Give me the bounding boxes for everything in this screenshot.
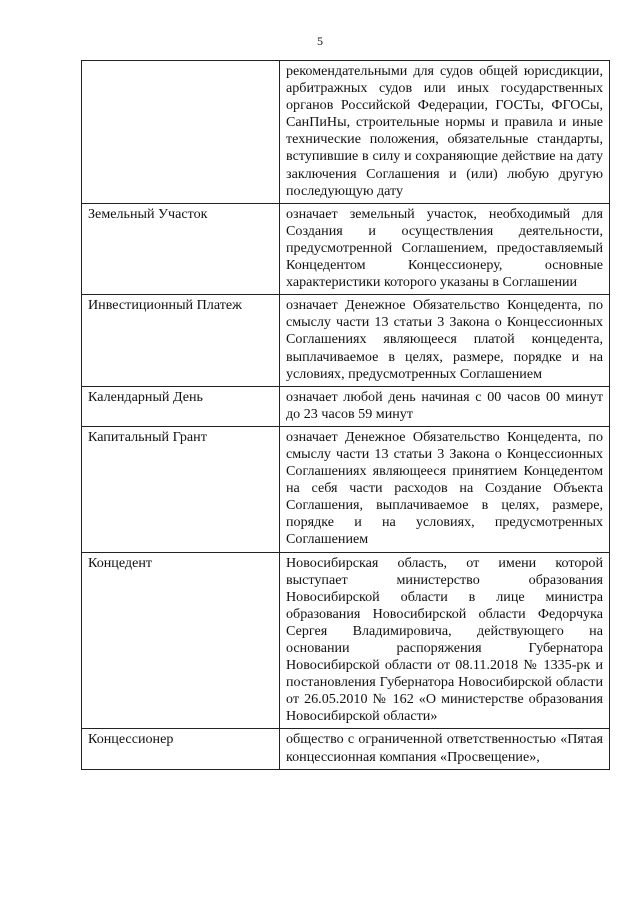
table-row — [82, 386, 610, 426]
table-row — [82, 203, 610, 294]
term-cell: Концедент — [82, 552, 280, 729]
term-cell: Инвестиционный Платеж — [82, 295, 280, 386]
table-row — [82, 426, 610, 552]
definition-cell: общество с ограниченной ответственностью «Пятая концессионная компания «Просвещение», — [280, 729, 610, 769]
definition-cell: Новосибирская область, от имени которой выступает министерство образования Новосибирской области в лице министра образования Новосибирской области Федорчука Сергея Владимировича, действующего на основании распоряжения Губернатора Новосибирской области от 08.11.2018 № 1335-рк и постановления Губернатора Новосибирской области от 26.05.2010 № 162 «О министерстве образования Новосибирской области» — [280, 552, 610, 729]
term-cell: Календарный День — [82, 386, 280, 426]
definition-cell: означает земельный участок, необходимый для Создания и осуществления деятельности, предусмотренной Соглашением, предоставляемый Концедентом Концессионеру, основные характеристики которого указаны в Соглашении — [280, 203, 610, 294]
definition-cell: означает Денежное Обязательство Концедента, по смыслу части 13 статьи 3 Закона о Концессионных Соглашениях являющееся принятием Концедентом на себя части расходов на Создание Объекта Соглашения, выплачиваемое в целях, размере, порядке и на условиях, предусмотренных Соглашением — [280, 426, 610, 552]
term-cell — [82, 61, 280, 204]
definition-cell: означает Денежное Обязательство Концедента, по смыслу части 13 статьи 3 Закона о Концессионных Соглашениях являющееся платой концедента, выплачиваемое в целях, размере, порядке и на условиях, предусмотренных Соглашением — [280, 295, 610, 386]
term-cell: Земельный Участок — [82, 203, 280, 294]
table-row — [82, 61, 610, 204]
definitions-table — [81, 60, 610, 770]
table-row — [82, 729, 610, 769]
definition-cell: рекомендательными для судов общей юрисдикции, арбитражных судов или иных государственных органов Российской Федерации, ГОСТы, ФГОСы, СанПиНы, строительные нормы и правила и иные технические положения, обязательные стандарты, вступившие в силу и сохраняющие действие на дату заключения Соглашения и (или) любую другую последующую дату — [280, 61, 610, 204]
definition-cell: означает любой день начиная с 00 часов 00 минут до 23 часов 59 минут — [280, 386, 610, 426]
term-cell: Концессионер — [82, 729, 280, 769]
page-number: 5 — [317, 34, 323, 48]
table-row — [82, 552, 610, 729]
term-cell: Капитальный Грант — [82, 426, 280, 552]
table-row — [82, 295, 610, 386]
